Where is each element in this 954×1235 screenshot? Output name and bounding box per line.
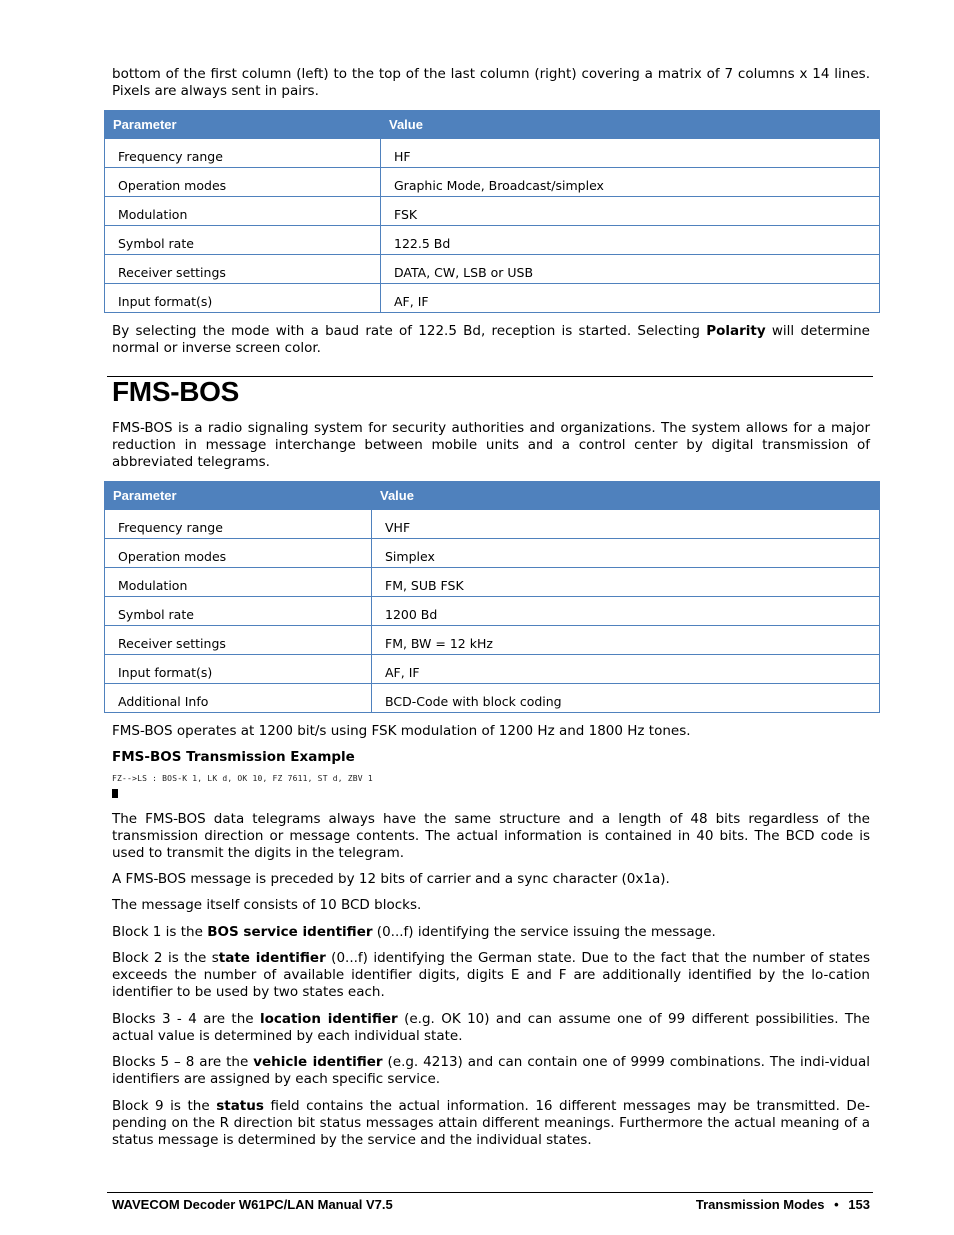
table-row (105, 655, 880, 684)
section-intro: FMS-BOS is a radio signaling system for security authorities and organizations. The system allows for a major reduction in message interchange between mobile units and a control center by digital transmission of abbreviated telegrams. (112, 420, 870, 470)
table-row (105, 139, 880, 168)
footer-bullet: • (834, 1197, 839, 1212)
value-cell: AF, IF (381, 284, 880, 313)
footer-manual-title: WAVECOM Decoder W61PC/LAN Manual V7.5 (112, 1197, 393, 1212)
polarity-paragraph (112, 323, 870, 357)
text-span: By selecting the mode with a baud rate of 122.5 Bd, reception is started. Selecting (112, 323, 707, 339)
table-row (105, 226, 880, 255)
param-cell: Symbol rate (105, 597, 372, 626)
operates-paragraph: FMS-BOS operates at 1200 bit/s using FSK modulation of 1200 Hz and 1800 Hz tones. (112, 723, 691, 739)
blocks-paragraph: The message itself consists of 10 BCD blocks. (112, 897, 422, 913)
param-cell: Modulation (105, 568, 372, 597)
table-row (105, 510, 880, 539)
table-header-row (105, 111, 880, 139)
text-span: Blocks 5 – 8 are the (112, 1054, 254, 1070)
bold-term: BOS service identifier (207, 924, 373, 940)
value-cell: Graphic Mode, Broadcast/simplex (381, 168, 880, 197)
param-cell: Receiver settings (105, 626, 372, 655)
table-row (105, 168, 880, 197)
param-cell: Symbol rate (105, 226, 381, 255)
header-value: Value (381, 111, 880, 139)
table-row (105, 568, 880, 597)
intro-paragraph: bottom of the first column (left) to the top of the last column (right) covering a matrix of 7 columns x 14 lines. Pixels are always sent in pairs. (112, 66, 870, 99)
block9-paragraph (112, 1098, 870, 1149)
text-span: (e.g. OK 10) and can assume one of 99 different possibilities. The actual value is determined by each individual state. (112, 1011, 870, 1044)
param-cell: Frequency range (105, 139, 381, 168)
param-cell: Receiver settings (105, 255, 381, 284)
value-cell: AF, IF (372, 655, 880, 684)
value-cell: VHF (372, 510, 880, 539)
value-cell: 122.5 Bd (381, 226, 880, 255)
value-cell: HF (381, 139, 880, 168)
value-cell: BCD-Code with block coding (372, 684, 880, 713)
page-number: 153 (848, 1197, 870, 1212)
bold-term: tate identifier (218, 950, 326, 966)
footer-section: Transmission Modes (695, 1197, 825, 1212)
value-cell: FM, BW = 12 kHz (372, 626, 880, 655)
footer-divider (107, 1192, 873, 1193)
bold-term: vehicle identifier (253, 1054, 383, 1070)
block1-paragraph (112, 924, 870, 941)
param-cell: Input format(s) (105, 284, 381, 313)
header-value: Value (372, 482, 880, 510)
structure-paragraph: The FMS-BOS data telegrams always have the same structure and a length of 48 bits regardless of the transmission direction or message contents. The actual information is contained in 40 bits. The BCD code is used to transmit the digits in the telegram. (112, 811, 870, 861)
param-cell: Operation modes (105, 168, 381, 197)
header-parameter: Parameter (105, 111, 381, 139)
bold-term: location identifier (259, 1011, 398, 1027)
table-row (105, 284, 880, 313)
parameter-table-1 (104, 110, 880, 313)
block5-paragraph (112, 1054, 870, 1088)
param-cell: Frequency range (105, 510, 372, 539)
table-row (105, 597, 880, 626)
text-span: field contains the actual information. 16 different messages may be transmitted. De-pending on the R direction bit status messages attain different meanings. Furthermore the actual meaning of a status message is determined by the service and the individual states. (112, 1098, 870, 1148)
param-cell: Additional Info (105, 684, 372, 713)
param-cell: Input format(s) (105, 655, 372, 684)
block2-paragraph (112, 950, 870, 1001)
example-heading: FMS-BOS Transmission Example (112, 749, 355, 765)
table-row (105, 255, 880, 284)
value-cell: FSK (381, 197, 880, 226)
polarity-bold: Polarity (706, 323, 766, 339)
value-cell: Simplex (372, 539, 880, 568)
text-span: (0...f) identifying the German state. Due to the fact that the number of states exceeds the number of available identifier digits, digits E and F are additionally identified by the lo-cation identifier to be used by two states each. (112, 950, 870, 1000)
example-output-line: FZ-->LS : BOS-K 1, LK d, OK 10, FZ 7611, ST d, ZBV 1 (112, 774, 373, 783)
text-span: Block 9 is the (112, 1098, 217, 1114)
text-span: Block 1 is the (112, 924, 208, 940)
page-footer (112, 1197, 870, 1212)
text-span: Block 2 is the s (112, 950, 219, 966)
carrier-paragraph: A FMS-BOS message is preceded by 12 bits of carrier and a sync character (0x1a). (112, 871, 670, 887)
param-cell: Operation modes (105, 539, 372, 568)
text-span: (0...f) identifying the service issuing the message. (372, 924, 716, 940)
value-cell: FM, SUB FSK (372, 568, 880, 597)
parameter-table-2 (104, 481, 880, 713)
param-cell: Modulation (105, 197, 381, 226)
table-header-row (105, 482, 880, 510)
text-span: (e.g. 4213) and can contain one of 9999 combinations. The indi-vidual identifiers are assigned by each specific service. (112, 1054, 870, 1087)
table-row (105, 684, 880, 713)
section-title: FMS-BOS (112, 376, 240, 407)
text-span: will determine normal or inverse screen color. (112, 323, 870, 356)
value-cell: DATA, CW, LSB or USB (381, 255, 880, 284)
cursor-block (112, 789, 118, 798)
bold-term: status (216, 1098, 264, 1114)
footer-right (696, 1197, 870, 1212)
text-span: Blocks 3 - 4 are the (112, 1011, 260, 1027)
table-row (105, 539, 880, 568)
header-parameter: Parameter (105, 482, 372, 510)
value-cell: 1200 Bd (372, 597, 880, 626)
table-row (105, 197, 880, 226)
block3-paragraph (112, 1011, 870, 1045)
table-row (105, 626, 880, 655)
